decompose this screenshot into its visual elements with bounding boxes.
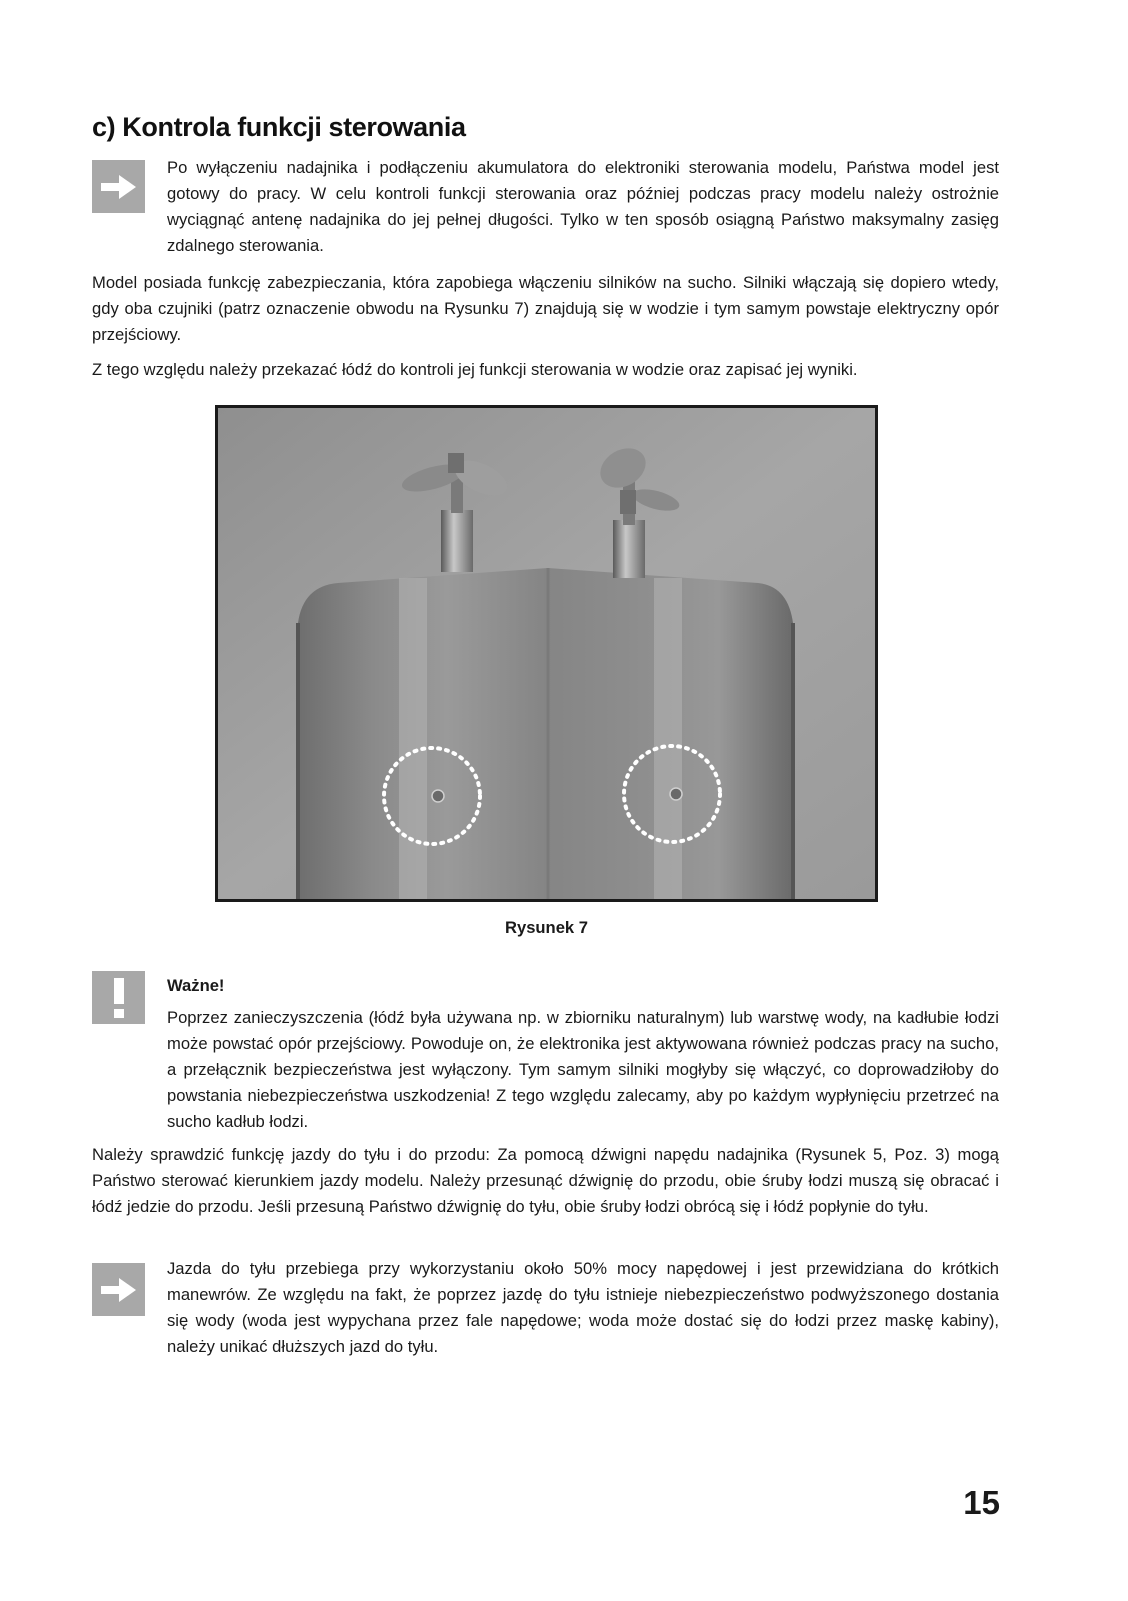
arrow-right-icon — [92, 160, 145, 213]
note-paragraph: Po wyłączeniu nadajnika i podłączeniu akumulatora do elektroniki sterowania modelu, Państwa model jest gotowy do pracy. W celu kontroli funkcji sterowania oraz później podczas pracy modelu należy ostrożnie wyciągnąć antenę nadajnika do jej pełnej długości. Tylko w ten sposób osiągną Państwo maksymalny zasięg zdalnego sterowania. — [167, 158, 999, 255]
note-paragraph: Jazda do tyłu przebiega przy wykorzystaniu około 50% mocy napędowej i jest przewidziana do krótkich manewrów. Ze względu na fakt, że poprzez jazdę do tyłu istnieje niebezpieczeństwo podwyższonego dostania się wody (woda jest wypychana przez fale napędowe; woda może dostać się do łodzi przez maskę kabiny), należy unikać dłuższych jazd do tyłu. — [167, 1259, 999, 1356]
page-number: 15 — [963, 1484, 1000, 1521]
exclamation-icon — [92, 971, 145, 1024]
body-paragraph: Należy sprawdzić funkcję jazdy do tyłu i do przodu: Za pomocą dźwigni napędu nadajnika (Rysunek 5, Poz. 3) mogą Państwo sterować kierunkiem jazdy modelu. Należy przesunąć dźwignię do przodu, obie śruby łodzi muszą się obracać i łódź jedzie do przodu. Jeśli przesuną Państwo dźwignię do tyłu, obie śruby łodzi obrócą się i łódź popłynie do tyłu. — [92, 1145, 999, 1216]
section-title: c) Kontrola funkcji sterowania — [92, 112, 466, 142]
boat-stern-illustration — [218, 408, 875, 899]
figure-caption: Rysunek 7 — [504, 918, 588, 937]
figure-photo — [215, 405, 878, 902]
body-paragraph: Z tego względu należy przekazać łódź do kontroli jej funkcji sterowania w wodzie oraz zapisać jej wyniki. — [92, 360, 858, 379]
warning-title: Ważne! — [167, 976, 225, 995]
warning-paragraph: Poprzez zanieczyszczenia (łódź była używana np. w zbiorniku naturalnym) lub warstwę wody, na kadłubie łodzi może powstać opór przejściowy. Powoduje on, że elektronika jest aktywowana również podczas pracy na sucho, a przełącznik bezpieczeństwa jest wyłączony. Tym samym silniki mogłyby się włączyć, co doprowadziłoby do powstania niebezpieczeństwa uszkodzenia! Z tego względu zalecamy, aby po każdym wypłynięciu przetrzeć na sucho kadłub łodzi. — [167, 1008, 999, 1131]
arrow-right-icon — [92, 1263, 145, 1316]
body-paragraph: Model posiada funkcję zabezpieczania, która zapobiega włączeniu silników na sucho. Silniki włączają się dopiero wtedy, gdy oba czujniki (patrz oznaczenie obwodu na Rysunku 7) znajdują się w wodzie i tym samym powstaje elektryczny opór przejściowy. — [92, 273, 999, 344]
